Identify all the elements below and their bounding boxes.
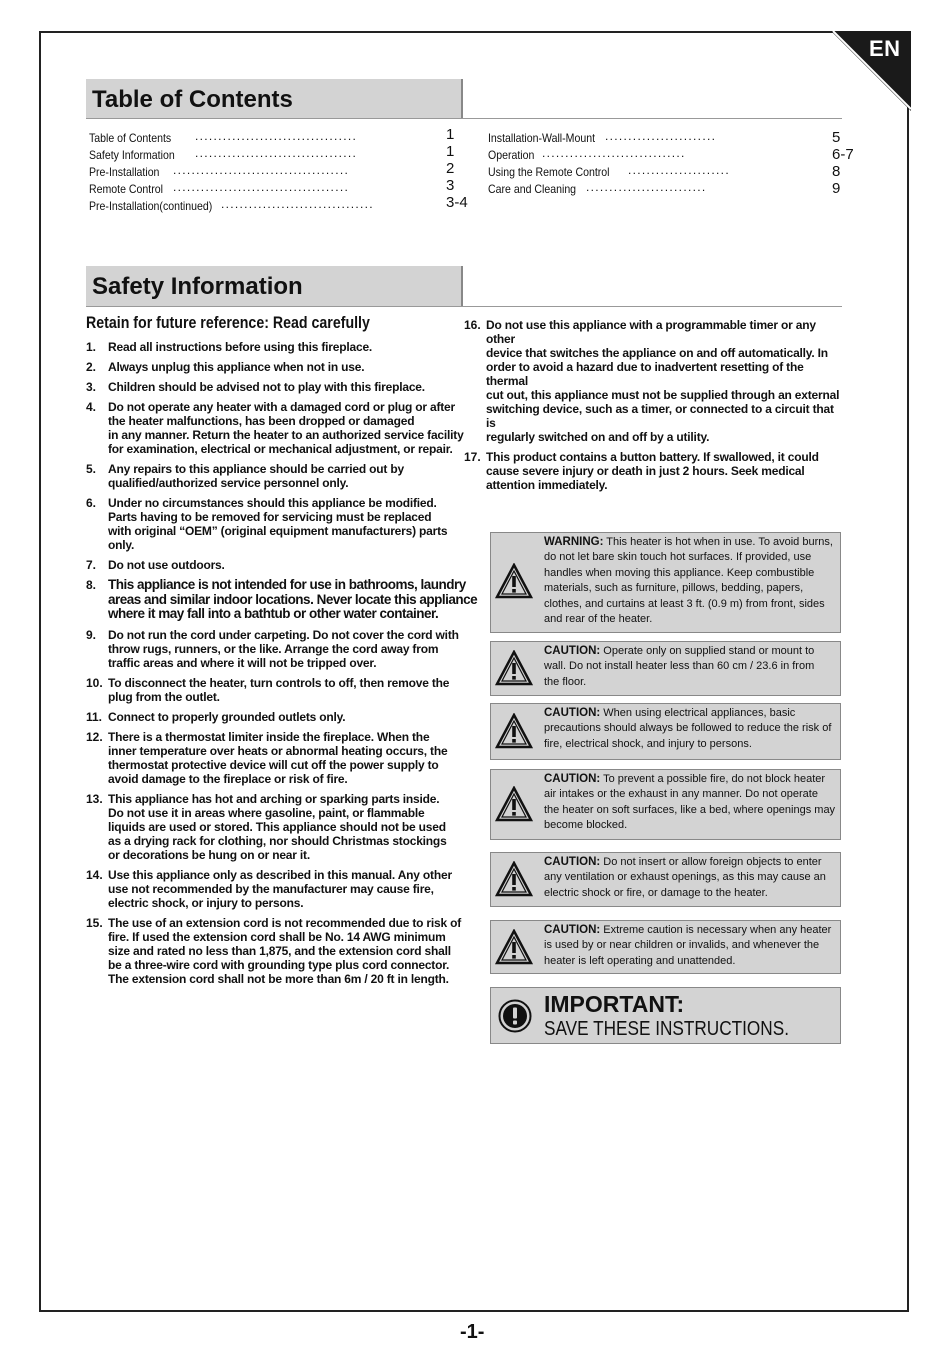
exclamation-circle-icon: [498, 999, 532, 1033]
toc-divider: [86, 118, 842, 119]
item-text: To disconnect the heater, turn controls to off, then remove the plug from the outlet.: [108, 675, 450, 704]
list-item: [86, 676, 478, 704]
list-item: [86, 730, 478, 786]
caution-box: [490, 641, 841, 696]
safety-list-left: [86, 340, 478, 986]
toc-entry[interactable]: [488, 181, 868, 198]
item-text: This product contains a button battery. If swallowed, it could cause severe injury or death in just 2 hours. Seek medical attention immediately.: [486, 450, 819, 492]
list-item: [86, 380, 478, 394]
item-number: 4.: [86, 400, 97, 414]
caution-label: CAUTION:: [544, 773, 601, 785]
item-number: 15.: [86, 915, 103, 930]
warning-box: [490, 532, 841, 633]
toc-entry-label: Pre-Installation(continued): [89, 199, 213, 213]
safety-subtitle: Retain for future reference: Read carefully: [86, 314, 370, 332]
item-text: This appliance has hot and arching or sparking parts inside. Do not use it in areas where gasoline, paint, or flammable liquids are used or stored. This appliance should not be used as a drying rack for clothing, nor should Christmas stockings or decorations be hung on or near it.: [108, 791, 447, 862]
toc-entry-page: 8: [832, 163, 841, 180]
toc-entry-label: Care and Cleaning: [488, 182, 577, 196]
item-number: 16.: [464, 318, 481, 332]
item-number: 10.: [86, 675, 103, 690]
safety-title: Safety Information: [92, 273, 303, 300]
warning-triangle-icon: [495, 861, 533, 897]
important-subtitle: SAVE THESE INSTRUCTIONS.: [544, 1018, 789, 1040]
important-title: IMPORTANT:: [544, 991, 685, 1017]
warning-triangle-icon: [495, 929, 533, 965]
item-number: 3.: [86, 380, 97, 394]
toc-leader-dots: ......................................: [173, 163, 350, 177]
toc-entry-page: 5: [832, 129, 841, 146]
item-number: 6.: [86, 496, 97, 510]
caution-box: [490, 920, 841, 974]
toc-entry-page: 2: [446, 160, 455, 177]
caution-label: CAUTION:: [544, 707, 601, 719]
toc-entry-label: Operation: [488, 148, 535, 162]
toc-entry-label: Remote Control: [89, 182, 163, 196]
item-text: Do not operate any heater with a damaged cord or plug or after the heater malfunctions, has been dropped or damaged in any manner. Return the heater to an authorized service facility for examination, electrical or mechanical adjustment, or repair.: [108, 400, 464, 456]
important-box: [490, 987, 841, 1044]
page-number: -1-: [460, 1321, 485, 1343]
toc-header: [86, 79, 463, 119]
caution-body: Do not insert or allow foreign objects to enter any ventilation or exhaust openings, as this may cause an electric shock or fire, or damage to the heater.: [544, 856, 826, 899]
warning-triangle-icon: [495, 563, 533, 599]
item-number: 7.: [86, 558, 97, 572]
toc-entry-page: 1: [446, 126, 455, 143]
item-text: This appliance is not intended for use in bathrooms, laundry areas and similar indoor locations. Never locate this appliance where it may fall into a bathtub or other water container.: [108, 577, 478, 621]
toc-leader-dots: ......................: [628, 163, 730, 177]
safety-header: [86, 266, 463, 306]
caution-label: CAUTION:: [544, 924, 601, 936]
warning-triangle-icon: [495, 650, 533, 686]
toc-entry-page: 1: [446, 143, 455, 160]
list-item: [86, 710, 478, 724]
warning-text: [544, 535, 839, 627]
list-item: [86, 916, 478, 986]
item-number: 2.: [86, 360, 97, 374]
toc-entry-label: Safety Information: [89, 148, 175, 162]
toc-leader-dots: ...................................: [195, 146, 358, 160]
safety-divider: [86, 306, 842, 307]
item-number: 9.: [86, 627, 97, 642]
item-number: 11.: [86, 709, 103, 724]
item-text: Any repairs to this appliance should be carried out by qualified/authorized service personnel only.: [108, 462, 404, 490]
toc-leader-dots: ..........................: [586, 180, 707, 194]
list-item: [86, 558, 478, 572]
warning-body: This heater is hot when in use. To avoid burns, do not let bare skin touch hot surfaces. If provided, use handles when moving this appliance. Keep combustible materials, such as furniture, pillows, bedding, papers, clothes, and curtains at least 3 ft. (0.9 m) from front, sides and rear of the heater.: [544, 536, 833, 626]
list-item: [86, 400, 478, 456]
toc-leader-dots: .................................: [221, 197, 374, 211]
toc-leader-dots: ......................................: [173, 180, 350, 194]
toc-entry-label: Using the Remote Control: [488, 165, 610, 179]
caution-label: CAUTION:: [544, 856, 601, 868]
item-text: Do not use outdoors.: [108, 558, 225, 572]
toc-title: Table of Contents: [92, 86, 293, 113]
caution-body: To prevent a possible fire, do not block heater air intakes or the exhaust in any manner. Do not operate the heater on soft surfaces, like a bed, where openings may become blocked.: [544, 773, 836, 832]
item-text: There is a thermostat limiter inside the fireplace. When the inner temperature over heats or abnormal heating occurs, the thermostat protective device will cut off the power supply to avoid damage to the fireplace or risk of fire.: [108, 729, 448, 786]
safety-list-right: [464, 318, 846, 492]
item-number: 1.: [86, 340, 97, 354]
warning-triangle-icon: [495, 713, 533, 749]
caution-box: [490, 852, 841, 907]
item-number: 8.: [86, 578, 97, 592]
caution-text: [544, 772, 839, 834]
list-item: [464, 318, 846, 444]
list-item: [86, 578, 478, 622]
caution-body: Extreme caution is necessary when any heater is used by or near children or invalids, and whenever the heater is left operating and unattended.: [544, 924, 832, 967]
item-text: Connect to properly grounded outlets only.: [108, 709, 346, 724]
item-number: 12.: [86, 729, 103, 744]
caution-body: Operate only on supplied stand or mount to wall. Do not install heater less than 60 cm / 23.6 in from the floor.: [544, 645, 815, 688]
toc-entry-page: 6-7: [832, 146, 854, 163]
list-item: [86, 462, 478, 490]
warning-triangle-icon: [495, 786, 533, 822]
caution-text: [544, 706, 839, 752]
item-number: 5.: [86, 462, 97, 476]
toc-entry-label: Table of Contents: [89, 131, 172, 145]
toc-right-column: [488, 130, 868, 198]
toc-left-column: [89, 126, 479, 215]
toc-entry-page: 9: [832, 180, 841, 197]
caution-text: [544, 644, 839, 690]
toc-leader-dots: ...................................: [195, 129, 358, 143]
caution-body: When using electrical appliances, basic precautions should always be followed to reduce the risk of fire, electrical shock, and injury to persons.: [544, 707, 832, 750]
item-text: The use of an extension cord is not recommended due to risk of fire. If used the extension cord shall be No. 14 AWG minimum size and rated no less than 1,875, and the extension cord shall be a three-wire cord with grounding type plus cord connector. The extension cord shall not be more than 6m / 20 ft in length.: [108, 915, 461, 986]
toc-entry-page: 3: [446, 177, 455, 194]
item-text: Do not run the cord under carpeting. Do not cover the cord with throw rugs, runners, or the like. Arrange the cord away from traffic areas and where it will not be tripped over.: [108, 627, 459, 670]
toc-entry-label: Pre-Installation: [89, 165, 160, 179]
list-item: [86, 340, 478, 354]
toc-entry[interactable]: [89, 194, 479, 215]
list-item: [86, 360, 478, 374]
toc-leader-dots: ...............................: [542, 146, 686, 160]
item-number: 13.: [86, 791, 103, 806]
item-text: Use this appliance only as described in this manual. Any other use not recommended by the manufacturer may cause fire, electric shock, or injury to persons.: [108, 867, 452, 910]
item-text: Children should be advised not to play with this fireplace.: [108, 380, 425, 394]
item-text: Always unplug this appliance when not in use.: [108, 360, 365, 374]
caution-text: [544, 855, 839, 901]
toc-entry-label: Installation-Wall-Mount: [488, 131, 596, 145]
item-text: Under no circumstances should this appliance be modified. Parts having to be removed for servicing must be replaced with original “OEM” (original equipment manufacturers) parts only.: [108, 496, 448, 552]
item-text: Do not use this appliance with a programmable timer or any other device that switches the appliance on and off automatically. In order to avoid a hazard due to inadvertent resetting of the thermal cut out, this appliance must not be supplied through an external switching device, such as a timer, or connected to a circuit that is regularly switched on and off by a utility.: [486, 318, 840, 444]
caution-text: [544, 923, 839, 969]
language-label: EN: [869, 36, 901, 61]
list-item: [86, 496, 478, 552]
caution-label: CAUTION:: [544, 645, 601, 657]
toc-entry-page: 3-4: [446, 194, 468, 211]
item-number: 17.: [464, 450, 481, 464]
list-item: [86, 868, 478, 910]
item-number: 14.: [86, 867, 103, 882]
list-item: [86, 628, 478, 670]
list-item: [464, 450, 846, 492]
warning-label: WARNING:: [544, 536, 604, 548]
toc-leader-dots: ........................: [605, 129, 717, 143]
list-item: [86, 792, 478, 862]
caution-box: [490, 703, 841, 760]
item-text: Read all instructions before using this fireplace.: [108, 340, 373, 354]
caution-box: [490, 769, 841, 840]
